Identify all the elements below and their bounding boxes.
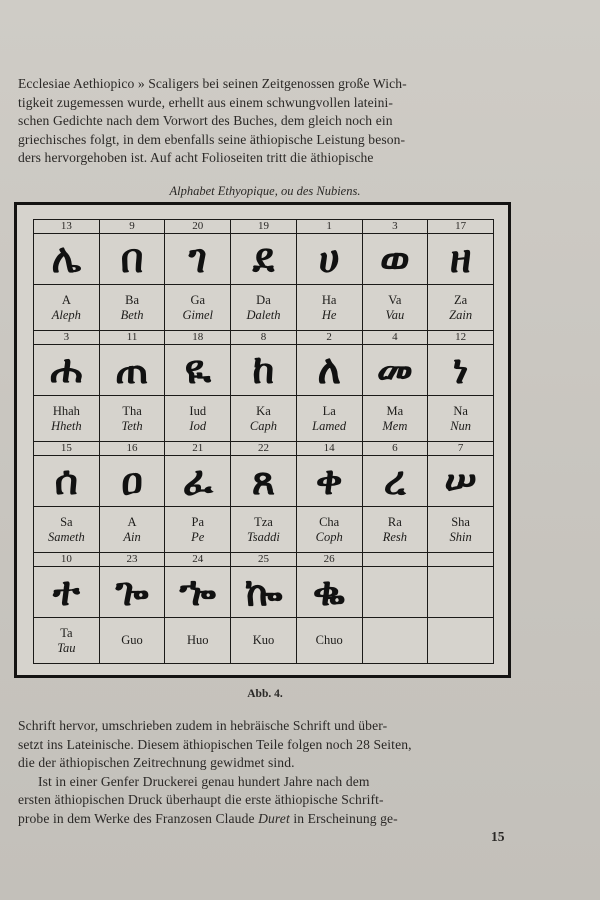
transliteration: Ma <box>386 403 404 418</box>
transliteration: Ba <box>125 292 139 307</box>
text-line: die der äthiopischen Zeitrechnung gewidmet sind. <box>18 755 295 771</box>
transliteration: Guo <box>121 633 143 647</box>
transliteration: Cha <box>319 514 340 529</box>
transliteration: Hhah <box>52 403 80 418</box>
letter-name-cell <box>296 396 362 442</box>
letter-name-cell <box>362 285 428 331</box>
letter-number: 11 <box>99 331 165 345</box>
ethiopic-glyph: ሌ <box>34 234 100 285</box>
transliteration: Da <box>256 292 271 307</box>
ethiopic-glyph <box>362 567 428 618</box>
hebrew-letter-name: Aleph <box>51 307 81 322</box>
hebrew-letter-name: Shin <box>449 529 472 544</box>
letter-name-cell <box>231 618 297 664</box>
ethiopic-glyph: ፈ <box>165 456 231 507</box>
hebrew-letter-name: Sameth <box>47 529 85 544</box>
letter-number: 13 <box>34 220 100 234</box>
ethiopic-glyph: ኈ <box>165 567 231 618</box>
letter-name-cell <box>99 396 165 442</box>
ethiopic-glyph: ጠ <box>99 345 165 396</box>
letter-number: 3 <box>362 220 428 234</box>
text-fragment: in Erscheinung ge- <box>289 810 398 826</box>
figure-caption: Abb. 4. <box>247 688 283 700</box>
number-row <box>34 220 494 234</box>
transliteration: Ka <box>256 403 271 418</box>
letter-name-cell <box>165 618 231 664</box>
letter-number: 18 <box>165 331 231 345</box>
letter-number: 19 <box>231 220 297 234</box>
transliteration: Huo <box>186 633 209 647</box>
transliteration: Za <box>454 292 468 307</box>
ethiopic-glyph: በ <box>99 234 165 285</box>
letter-name-cell <box>296 618 362 664</box>
letter-number: 6 <box>362 442 428 456</box>
hebrew-letter-name: Gimel <box>182 307 214 322</box>
glyph-row <box>34 234 494 285</box>
text-line: Ecclesiae Aethiopico » Scaligers bei seinen Zeitgenossen große Wich- <box>18 76 407 91</box>
transliteration: Va <box>388 292 402 307</box>
ethiopic-glyph: ከ <box>231 345 297 396</box>
text-line: Ist in einer Genfer Druckerei genau hundert Jahre nach dem <box>38 773 370 789</box>
transliteration: La <box>322 403 336 418</box>
transliteration: Sha <box>451 514 470 529</box>
letter-number: 3 <box>34 331 100 345</box>
ethiopic-glyph: ገ <box>165 234 231 285</box>
text-line: ders hervorgehoben ist. Auf acht Folioseiten tritt die äthiopische <box>18 150 374 166</box>
letter-name-cell <box>362 618 428 664</box>
ethiopic-alphabet-table <box>33 219 494 664</box>
transliteration: Tza <box>254 514 273 529</box>
hebrew-letter-name: Zain <box>449 307 473 322</box>
glyph-row <box>34 345 494 396</box>
letter-name-cell <box>99 507 165 553</box>
letter-name-cell <box>34 396 100 442</box>
number-row <box>34 331 494 345</box>
paragraph-top <box>18 75 512 168</box>
letter-number: 15 <box>34 442 100 456</box>
letter-number: 17 <box>428 220 494 234</box>
letter-number: 16 <box>99 442 165 456</box>
page-number: 15 <box>491 829 505 844</box>
hebrew-letter-name: Caph <box>249 418 277 433</box>
hebrew-letter-name: Mem <box>382 418 408 433</box>
ethiopic-glyph: ነ <box>428 345 494 396</box>
ethiopic-glyph: ዪ <box>165 345 231 396</box>
letter-name-cell <box>99 618 165 664</box>
letter-name-cell <box>231 396 297 442</box>
transliteration: Ra <box>387 514 402 529</box>
transliteration: Kuo <box>252 633 275 647</box>
author-name: Duret <box>258 810 290 826</box>
letter-name-cell <box>231 285 297 331</box>
hebrew-letter-name: Hheth <box>51 418 82 433</box>
ethiopic-glyph: ቈ <box>296 567 362 618</box>
ethiopic-glyph: ሠ <box>428 456 494 507</box>
hebrew-letter-name: Beth <box>120 307 144 322</box>
letter-name-cell <box>428 618 494 664</box>
letter-number: 22 <box>231 442 297 456</box>
letter-name-cell <box>99 285 165 331</box>
figure-title: Alphabet Ethyopique, ou des Nubiens. <box>169 184 361 198</box>
ethiopic-glyph: ሰ <box>34 456 100 507</box>
name-row <box>34 618 494 664</box>
letter-number: 4 <box>362 331 428 345</box>
letter-number: 20 <box>165 220 231 234</box>
text-line: tigkeit zugemessen wurde, erhellt aus einem schwungvollen lateini- <box>18 94 394 110</box>
hebrew-letter-name: He <box>321 307 337 322</box>
hebrew-letter-name: Nun <box>450 418 472 433</box>
letter-name-cell <box>165 507 231 553</box>
letter-name-cell <box>428 285 494 331</box>
ethiopic-glyph: መ <box>362 345 428 396</box>
transliteration: Tha <box>122 403 142 418</box>
letter-name-cell <box>165 396 231 442</box>
letter-number <box>428 553 494 567</box>
transliteration: Sa <box>60 514 73 529</box>
letter-number: 12 <box>428 331 494 345</box>
hebrew-letter-name: Ain <box>123 529 141 544</box>
letter-name-cell <box>34 507 100 553</box>
ethiopic-glyph: ኰ <box>231 567 297 618</box>
hebrew-letter-name: Coph <box>315 529 343 544</box>
hebrew-letter-name: Tau <box>57 640 76 655</box>
name-row <box>34 396 494 442</box>
letter-number: 26 <box>296 553 362 567</box>
hebrew-letter-name: Pe <box>191 529 205 544</box>
ethiopic-glyph: ጐ <box>99 567 165 618</box>
letter-name-cell <box>165 285 231 331</box>
text-line: Schrift hervor, umschrieben zudem in hebräische Schrift und über- <box>18 718 388 733</box>
letter-name-cell <box>296 507 362 553</box>
ethiopic-glyph: ወ <box>362 234 428 285</box>
text-line <box>18 810 512 829</box>
ethiopic-glyph: ሀ <box>296 234 362 285</box>
ethiopic-glyph: ጸ <box>231 456 297 507</box>
letter-number: 9 <box>99 220 165 234</box>
transliteration: Ha <box>321 292 337 307</box>
letter-name-cell <box>362 396 428 442</box>
glyph-row <box>34 456 494 507</box>
letter-number: 1 <box>296 220 362 234</box>
number-row <box>34 442 494 456</box>
letter-number: 23 <box>99 553 165 567</box>
letter-number: 24 <box>165 553 231 567</box>
letter-number: 14 <box>296 442 362 456</box>
letter-number: 8 <box>231 331 297 345</box>
letter-name-cell <box>428 507 494 553</box>
transliteration: A <box>127 514 137 529</box>
hebrew-letter-name: Vau <box>385 307 405 322</box>
ethiopic-glyph: ደ <box>231 234 297 285</box>
letter-name-cell <box>362 507 428 553</box>
glyph-row <box>34 567 494 618</box>
letter-number <box>362 553 428 567</box>
transliteration: Iud <box>189 403 207 418</box>
ethiopic-glyph <box>428 567 494 618</box>
ethiopic-glyph: ዐ <box>99 456 165 507</box>
letter-number: 21 <box>165 442 231 456</box>
text-line: setzt ins Lateinische. Diesem äthiopischen Teile folgen noch 28 Seiten, <box>18 736 412 752</box>
alphabet-figure <box>14 202 511 678</box>
text-fragment: probe in dem Werke des Franzosen Claude <box>18 810 259 826</box>
number-row <box>34 553 494 567</box>
letter-name-cell <box>231 507 297 553</box>
letter-name-cell <box>428 396 494 442</box>
ethiopic-glyph: ለ <box>296 345 362 396</box>
transliteration: Ga <box>190 292 206 307</box>
ethiopic-glyph: ዘ <box>428 234 494 285</box>
hebrew-letter-name: Teth <box>121 418 143 433</box>
hebrew-letter-name: Tsaddi <box>247 529 280 544</box>
text-line: ersten äthiopischen Druck überhaupt die erste äthiopische Schrift- <box>18 792 384 808</box>
transliteration: Pa <box>191 514 204 529</box>
ethiopic-glyph: ተ <box>34 567 100 618</box>
letter-number: 25 <box>231 553 297 567</box>
hebrew-letter-name: Resh <box>382 529 408 544</box>
ethiopic-glyph: ረ <box>362 456 428 507</box>
hebrew-letter-name: Daleth <box>246 307 281 322</box>
ethiopic-glyph: ቀ <box>296 456 362 507</box>
transliteration: Chuo <box>315 633 343 647</box>
letter-name-cell <box>34 618 100 664</box>
letter-number: 2 <box>296 331 362 345</box>
letter-number: 10 <box>34 553 100 567</box>
paragraph-bottom <box>18 717 512 829</box>
name-row <box>34 507 494 553</box>
text-line: schen Gedichte nach dem Vorwort des Buches, dem gleich noch ein <box>18 113 393 129</box>
name-row <box>34 285 494 331</box>
letter-name-cell <box>296 285 362 331</box>
transliteration: Na <box>453 403 468 418</box>
transliteration: Ta <box>60 625 73 640</box>
letter-name-cell <box>34 285 100 331</box>
hebrew-letter-name: Lamed <box>312 418 347 433</box>
text-line: griechisches folgt, in dem ebenfalls seine äthiopische Leistung beson- <box>18 131 406 147</box>
letter-number: 7 <box>428 442 494 456</box>
transliteration: A <box>61 292 71 307</box>
ethiopic-glyph: ሐ <box>34 345 100 396</box>
hebrew-letter-name: Iod <box>189 418 207 433</box>
